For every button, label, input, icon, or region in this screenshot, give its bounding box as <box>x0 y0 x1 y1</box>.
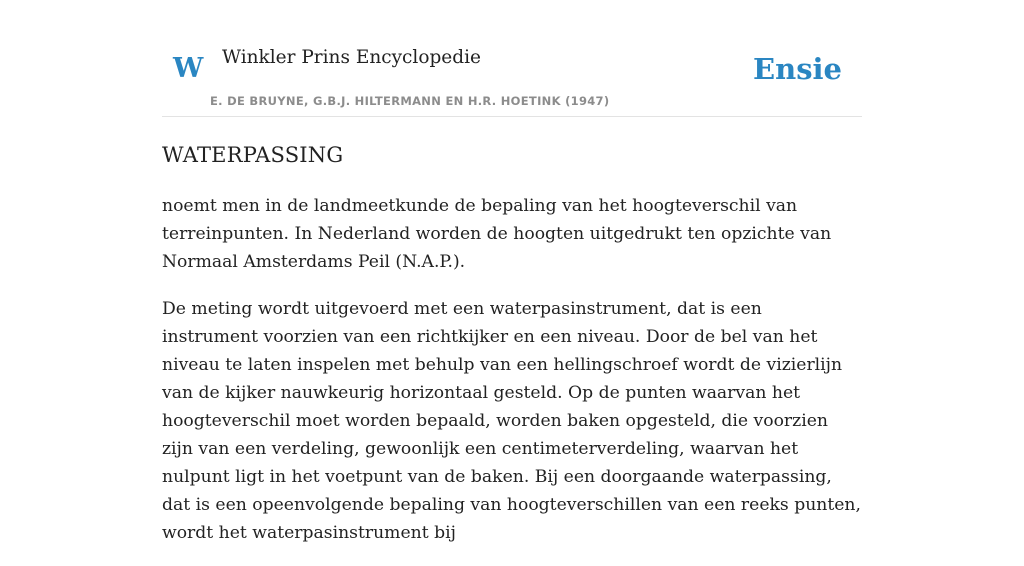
entry-paragraph: De meting wordt uitgevoerd met een waterpasinstrument, dat is een instrument voorzien van een richtkijker en een niveau. Door de bel van het niveau te laten inspelen met behulp van een hellingschroef wordt de vizierlijn van de kijker nauwkeurig horizontaal gesteld. Op de punten waarvan het hoogteverschil moet worden bepaald, worden baken opgesteld, die voorzien zijn van een verdeling, gewoonlijk een centimeterverdeling, waarvan het nulpunt ligt in het voetpunt van de baken. Bij een doorgaande waterpassing, dat is een opeenvolgende bepaling van hoogteverschillen van een reeks punten, wordt het waterpasinstrument bij <box>162 299 861 543</box>
entry-body <box>162 192 862 566</box>
entry-title: WATERPASSING <box>162 143 344 167</box>
encyclopedia-logo-icon[interactable]: W <box>173 53 204 84</box>
book-authors: E. DE BRUYNE, G.B.J. HILTERMANN EN H.R. HOETINK (1947) <box>210 94 610 108</box>
ensie-brand-logo[interactable]: Ensie <box>753 52 842 86</box>
article-page <box>162 0 862 543</box>
book-title[interactable]: Winkler Prins Encyclopedie <box>222 47 481 68</box>
article-header <box>162 0 862 117</box>
entry-paragraph: noemt men in de landmeetkunde de bepaling van het hoogteverschil van terreinpunten. In Nederland worden de hoogten uitgedrukt ten opzichte van Normaal Amsterdams Peil (N.A.P.). <box>162 196 832 272</box>
